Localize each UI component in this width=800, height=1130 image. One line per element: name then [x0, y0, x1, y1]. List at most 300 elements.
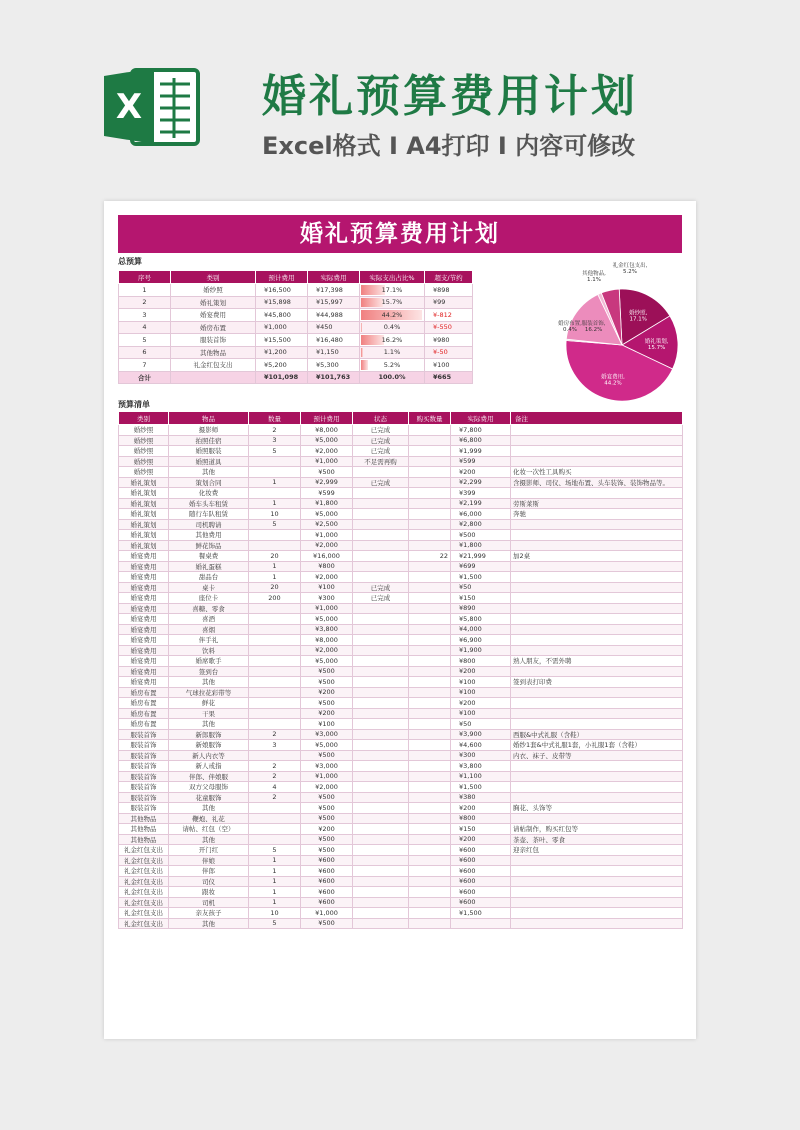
- purchase-qty-cell: [409, 498, 451, 509]
- summary-table: [118, 270, 473, 384]
- actual-cost-cell: ¥5,300: [308, 359, 360, 372]
- list-row: [119, 446, 683, 457]
- percent-bar: [361, 360, 368, 370]
- purchase-qty-cell: [409, 740, 451, 751]
- purchase-qty-cell: [409, 582, 451, 593]
- note-cell: [511, 761, 683, 772]
- purchase-qty-cell: [409, 624, 451, 635]
- item-cell: 鞭炮、礼花: [169, 813, 249, 824]
- status-cell: [353, 603, 409, 614]
- quantity-cell: 1: [249, 498, 301, 509]
- item-cell: 其他: [169, 467, 249, 478]
- quantity-cell: 200: [249, 593, 301, 604]
- purchase-qty-cell: [409, 771, 451, 782]
- actual-cost-cell: ¥15,997: [308, 296, 360, 309]
- over-under-cell: ¥-50: [425, 346, 473, 359]
- status-cell: [353, 855, 409, 866]
- percent-cell: [360, 346, 425, 359]
- item-cell: 新人内衣等: [169, 750, 249, 761]
- category-cell: 婚纱照: [119, 456, 169, 467]
- summary-row: [119, 296, 473, 309]
- pie-label-4: 服装首饰, 16.2%: [581, 320, 606, 333]
- status-cell: [353, 677, 409, 688]
- actual-cost-cell: ¥150: [451, 593, 511, 604]
- quantity-cell: 1: [249, 887, 301, 898]
- list-row: [119, 803, 683, 814]
- percent-text: 5.2%: [383, 360, 401, 369]
- purchase-qty-cell: [409, 792, 451, 803]
- quantity-cell: [249, 719, 301, 730]
- purchase-qty-cell: [409, 698, 451, 709]
- status-cell: 已完成: [353, 435, 409, 446]
- purchase-qty-cell: [409, 477, 451, 488]
- pie-label-1: 婚礼策划, 15.7%: [644, 339, 669, 352]
- status-cell: [353, 635, 409, 646]
- summary-header-cell: 实际费用: [308, 271, 360, 284]
- list-row: [119, 488, 683, 499]
- purchase-qty-cell: [409, 614, 451, 625]
- category-cell: 服装首饰: [119, 729, 169, 740]
- item-cell: 座位卡: [169, 593, 249, 604]
- list-row: [119, 635, 683, 646]
- list-row: [119, 750, 683, 761]
- estimated-cost-cell: ¥200: [301, 687, 353, 698]
- category-cell: 礼金红包支出: [119, 918, 169, 929]
- list-row: [119, 687, 683, 698]
- quantity-cell: [249, 834, 301, 845]
- category-cell: 礼金红包支出: [119, 855, 169, 866]
- list-header-cell: 预计费用: [301, 412, 353, 425]
- purchase-qty-cell: [409, 897, 451, 908]
- item-cell: 婚照道具: [169, 456, 249, 467]
- quantity-cell: 5: [249, 845, 301, 856]
- row-number-cell: 5: [119, 334, 171, 347]
- actual-cost-cell: ¥100: [451, 687, 511, 698]
- item-cell: 伴娘: [169, 855, 249, 866]
- actual-cost-cell: ¥599: [451, 456, 511, 467]
- row-number-cell: 3: [119, 309, 171, 322]
- estimated-cost-cell: ¥8,000: [301, 425, 353, 436]
- estimated-cost-cell: ¥599: [301, 488, 353, 499]
- category-cell: 礼金红包支出: [119, 897, 169, 908]
- note-cell: [511, 446, 683, 457]
- list-row: [119, 425, 683, 436]
- list-header-cell: 数量: [249, 412, 301, 425]
- actual-cost-cell: ¥50: [451, 582, 511, 593]
- purchase-qty-cell: [409, 656, 451, 667]
- item-cell: 喜烟: [169, 624, 249, 635]
- percent-bar: [361, 335, 384, 345]
- category-cell: 其他物品: [119, 834, 169, 845]
- status-cell: [353, 771, 409, 782]
- list-row: [119, 656, 683, 667]
- item-cell: 司机: [169, 897, 249, 908]
- note-cell: [511, 540, 683, 551]
- category-cell: 礼金红包支出: [119, 887, 169, 898]
- quantity-cell: 1: [249, 561, 301, 572]
- status-cell: [353, 750, 409, 761]
- status-cell: 已完成: [353, 446, 409, 457]
- note-cell: 西服&中式礼服（含鞋）: [511, 729, 683, 740]
- estimated-cost-cell: ¥3,000: [301, 729, 353, 740]
- quantity-cell: 3: [249, 740, 301, 751]
- over-under-cell: ¥898: [425, 284, 473, 297]
- estimated-cost-cell: ¥5,200: [256, 359, 308, 372]
- status-cell: [353, 834, 409, 845]
- note-cell: 内衣、袜子、皮带等: [511, 750, 683, 761]
- list-header-cell: 实际费用: [451, 412, 511, 425]
- list-header-cell: 物品: [169, 412, 249, 425]
- list-row: [119, 519, 683, 530]
- pie-label-2: 婚宴费用, 44.2%: [601, 374, 625, 387]
- estimated-cost-cell: ¥500: [301, 750, 353, 761]
- estimated-cost-cell: ¥200: [301, 824, 353, 835]
- purchase-qty-cell: [409, 446, 451, 457]
- estimated-cost-cell: ¥500: [301, 698, 353, 709]
- category-cell: 婚礼策划: [119, 498, 169, 509]
- note-cell: [511, 603, 683, 614]
- item-cell: 司仪: [169, 876, 249, 887]
- status-cell: [353, 467, 409, 478]
- list-row: [119, 813, 683, 824]
- list-row: [119, 614, 683, 625]
- item-cell: 跟妆: [169, 887, 249, 898]
- actual-cost-cell: ¥1,500: [451, 782, 511, 793]
- category-cell: 婚宴费用: [119, 645, 169, 656]
- status-cell: 已完成: [353, 593, 409, 604]
- quantity-cell: 1: [249, 477, 301, 488]
- note-cell: [511, 425, 683, 436]
- purchase-qty-cell: [409, 509, 451, 520]
- spreadsheet-preview: [104, 201, 696, 1039]
- status-cell: [353, 551, 409, 562]
- actual-cost-cell: ¥699: [451, 561, 511, 572]
- note-cell: [511, 687, 683, 698]
- estimated-cost-cell: ¥500: [301, 834, 353, 845]
- list-row: [119, 845, 683, 856]
- summary-header-cell: 实际支出占比%: [360, 271, 425, 284]
- item-cell: 新郎服饰: [169, 729, 249, 740]
- note-cell: 熟人朋友，不需外聘: [511, 656, 683, 667]
- status-cell: [353, 488, 409, 499]
- quantity-cell: [249, 656, 301, 667]
- purchase-qty-cell: [409, 561, 451, 572]
- item-cell: 桌卡: [169, 582, 249, 593]
- estimated-cost-cell: ¥1,800: [301, 498, 353, 509]
- list-header-cell: 购买数量: [409, 412, 451, 425]
- estimated-cost-cell: ¥2,000: [301, 446, 353, 457]
- category-cell: 婚纱照: [119, 425, 169, 436]
- item-cell: 餐桌费: [169, 551, 249, 562]
- status-cell: [353, 824, 409, 835]
- purchase-qty-cell: [409, 645, 451, 656]
- quantity-cell: [249, 540, 301, 551]
- note-cell: 茶壶、茶叶、零食: [511, 834, 683, 845]
- actual-cost-cell: ¥200: [451, 467, 511, 478]
- actual-cost-cell: ¥150: [451, 824, 511, 835]
- list-row: [119, 740, 683, 751]
- category-cell: 婚宴费用: [119, 561, 169, 572]
- quantity-cell: 1: [249, 866, 301, 877]
- actual-cost-cell: ¥1,999: [451, 446, 511, 457]
- estimated-cost-cell: ¥600: [301, 855, 353, 866]
- item-cell: 鲜花: [169, 698, 249, 709]
- note-cell: 迎亲红包: [511, 845, 683, 856]
- purchase-qty-cell: [409, 603, 451, 614]
- status-cell: [353, 540, 409, 551]
- purchase-qty-cell: [409, 708, 451, 719]
- actual-cost-cell: ¥380: [451, 792, 511, 803]
- note-cell: [511, 666, 683, 677]
- category-cell: 婚宴费用: [119, 666, 169, 677]
- note-cell: 化妆一次性工具购买: [511, 467, 683, 478]
- actual-cost-cell: ¥600: [451, 866, 511, 877]
- purchase-qty-cell: [409, 824, 451, 835]
- quantity-cell: [249, 677, 301, 688]
- list-row: [119, 897, 683, 908]
- note-cell: [511, 855, 683, 866]
- purchase-qty-cell: [409, 866, 451, 877]
- quantity-cell: 20: [249, 551, 301, 562]
- estimated-cost-cell: ¥500: [301, 666, 353, 677]
- item-cell: 化妆费: [169, 488, 249, 499]
- budget-list-table: [118, 411, 683, 929]
- quantity-cell: [249, 687, 301, 698]
- estimated-cost-cell: ¥5,000: [301, 614, 353, 625]
- actual-cost-cell: ¥100: [451, 677, 511, 688]
- list-row: [119, 918, 683, 929]
- purchase-qty-cell: [409, 677, 451, 688]
- category-cell: 婚礼策划: [119, 509, 169, 520]
- category-cell: 婚宴费用: [119, 551, 169, 562]
- status-cell: [353, 918, 409, 929]
- actual-cost-cell: ¥7,800: [451, 425, 511, 436]
- item-cell: 伴手礼: [169, 635, 249, 646]
- category-cell: 婚宴费用: [119, 603, 169, 614]
- actual-cost-cell: ¥890: [451, 603, 511, 614]
- item-cell: 婚照服装: [169, 446, 249, 457]
- purchase-qty-cell: [409, 425, 451, 436]
- note-cell: 胸花、头饰等: [511, 803, 683, 814]
- pie-label-0: 婚纱照, 17.1%: [629, 310, 648, 323]
- estimated-cost-cell: ¥600: [301, 866, 353, 877]
- estimated-cost-cell: ¥8,000: [301, 635, 353, 646]
- estimated-cost-cell: ¥1,000: [256, 321, 308, 334]
- category-cell: 服装首饰: [119, 761, 169, 772]
- purchase-qty-cell: [409, 761, 451, 772]
- list-row: [119, 467, 683, 478]
- status-cell: [353, 845, 409, 856]
- summary-row: [119, 309, 473, 322]
- list-row: [119, 866, 683, 877]
- category-cell: 礼金红包支出: [171, 359, 256, 372]
- purchase-qty-cell: [409, 719, 451, 730]
- category-cell: 婚礼策划: [119, 488, 169, 499]
- estimated-cost-cell: ¥1,000: [301, 908, 353, 919]
- purchase-qty-cell: [409, 687, 451, 698]
- note-cell: [511, 792, 683, 803]
- quantity-cell: 5: [249, 918, 301, 929]
- excel-logo-icon: [102, 64, 202, 148]
- estimated-cost-cell: ¥100: [301, 582, 353, 593]
- category-cell: 婚宴费用: [119, 582, 169, 593]
- percent-cell: [360, 296, 425, 309]
- note-cell: [511, 593, 683, 604]
- category-cell: 服装首饰: [119, 771, 169, 782]
- estimated-cost-cell: ¥500: [301, 467, 353, 478]
- actual-cost-cell: ¥600: [451, 897, 511, 908]
- estimated-cost-cell: ¥2,000: [301, 572, 353, 583]
- quantity-cell: [249, 614, 301, 625]
- category-cell: 婚纱照: [119, 467, 169, 478]
- list-row: [119, 855, 683, 866]
- summary-header-cell: 序号: [119, 271, 171, 284]
- purchase-qty-cell: [409, 834, 451, 845]
- category-cell: 婚宴费用: [119, 635, 169, 646]
- purchase-qty-cell: [409, 782, 451, 793]
- category-cell: 婚礼策划: [119, 530, 169, 541]
- quantity-cell: [249, 698, 301, 709]
- summary-row: [119, 359, 473, 372]
- list-header-cell: 状态: [353, 412, 409, 425]
- list-header-cell: 类别: [119, 412, 169, 425]
- summary-section-label: 总预算: [118, 257, 142, 266]
- estimated-cost-cell: ¥5,000: [301, 435, 353, 446]
- total-actual-cell: ¥101,763: [308, 371, 360, 384]
- estimated-cost-cell: ¥16,000: [301, 551, 353, 562]
- actual-cost-cell: ¥4,000: [451, 624, 511, 635]
- status-cell: 已完成: [353, 477, 409, 488]
- category-cell: 婚纱照: [119, 446, 169, 457]
- note-cell: [511, 866, 683, 877]
- estimated-cost-cell: ¥3,800: [301, 624, 353, 635]
- purchase-qty-cell: [409, 876, 451, 887]
- note-cell: [511, 645, 683, 656]
- actual-cost-cell: ¥44,988: [308, 309, 360, 322]
- category-cell: 婚房布置: [171, 321, 256, 334]
- quantity-cell: [249, 666, 301, 677]
- purchase-qty-cell: [409, 519, 451, 530]
- category-cell: 婚宴费用: [119, 614, 169, 625]
- total-label-cell: 合计: [119, 371, 171, 384]
- note-cell: [511, 519, 683, 530]
- list-section-label: 预算清单: [118, 400, 150, 409]
- estimated-cost-cell: ¥16,500: [256, 284, 308, 297]
- estimated-cost-cell: ¥3,000: [301, 761, 353, 772]
- percent-cell: [360, 359, 425, 372]
- quantity-cell: 1: [249, 855, 301, 866]
- estimated-cost-cell: ¥100: [301, 719, 353, 730]
- status-cell: [353, 897, 409, 908]
- list-row: [119, 509, 683, 520]
- list-row: [119, 771, 683, 782]
- estimated-cost-cell: ¥500: [301, 813, 353, 824]
- item-cell: 干果: [169, 708, 249, 719]
- quantity-cell: 3: [249, 435, 301, 446]
- quantity-cell: 2: [249, 425, 301, 436]
- estimated-cost-cell: ¥600: [301, 897, 353, 908]
- note-cell: [511, 719, 683, 730]
- purchase-qty-cell: [409, 855, 451, 866]
- percent-text: 17.1%: [381, 285, 403, 294]
- list-row: [119, 477, 683, 488]
- category-cell: 服装首饰: [119, 740, 169, 751]
- category-cell: 服装首饰: [171, 334, 256, 347]
- note-cell: 请帖制作，购买红包等: [511, 824, 683, 835]
- quantity-cell: [249, 750, 301, 761]
- note-cell: 签到表打印费: [511, 677, 683, 688]
- note-cell: [511, 813, 683, 824]
- purchase-qty-cell: [409, 593, 451, 604]
- row-number-cell: 6: [119, 346, 171, 359]
- total-diff-cell: ¥665: [425, 371, 473, 384]
- purchase-qty-cell: 22: [409, 551, 451, 562]
- actual-cost-cell: ¥4,600: [451, 740, 511, 751]
- expense-pie-chart: [492, 253, 696, 403]
- quantity-cell: [249, 813, 301, 824]
- actual-cost-cell: ¥600: [451, 845, 511, 856]
- summary-row: [119, 321, 473, 334]
- estimated-cost-cell: ¥500: [301, 845, 353, 856]
- list-row: [119, 876, 683, 887]
- item-cell: 摄影师: [169, 425, 249, 436]
- actual-cost-cell: ¥300: [451, 750, 511, 761]
- note-cell: [511, 782, 683, 793]
- category-cell: 礼金红包支出: [119, 876, 169, 887]
- estimated-cost-cell: ¥1,000: [301, 530, 353, 541]
- total-blank-cell: [171, 371, 256, 384]
- note-cell: [511, 572, 683, 583]
- percent-cell: [360, 309, 425, 322]
- note-cell: 含摄影师、司仪、场地布置、头车装饰、装饰物品等。: [511, 477, 683, 488]
- status-cell: [353, 509, 409, 520]
- row-number-cell: 7: [119, 359, 171, 372]
- quantity-cell: 1: [249, 897, 301, 908]
- estimated-cost-cell: ¥800: [301, 561, 353, 572]
- actual-cost-cell: ¥1,150: [308, 346, 360, 359]
- quantity-cell: [249, 603, 301, 614]
- note-cell: [511, 456, 683, 467]
- list-row: [119, 782, 683, 793]
- summary-header-cell: 预计费用: [256, 271, 308, 284]
- list-row: [119, 834, 683, 845]
- item-cell: 饮料: [169, 645, 249, 656]
- actual-cost-cell: ¥500: [451, 530, 511, 541]
- estimated-cost-cell: ¥1,000: [301, 603, 353, 614]
- actual-cost-cell: ¥800: [451, 813, 511, 824]
- estimated-cost-cell: ¥600: [301, 876, 353, 887]
- row-number-cell: 2: [119, 296, 171, 309]
- quantity-cell: 10: [249, 509, 301, 520]
- estimated-cost-cell: ¥2,000: [301, 540, 353, 551]
- actual-cost-cell: ¥6,900: [451, 635, 511, 646]
- list-row: [119, 824, 683, 835]
- over-under-cell: ¥99: [425, 296, 473, 309]
- item-cell: 亲友孩子: [169, 908, 249, 919]
- status-cell: [353, 561, 409, 572]
- status-cell: [353, 719, 409, 730]
- pie-label-5: 其他物品, 1.1%: [582, 271, 606, 283]
- category-cell: 婚礼策划: [119, 519, 169, 530]
- category-cell: 婚宴费用: [119, 593, 169, 604]
- purchase-qty-cell: [409, 456, 451, 467]
- percent-cell: [360, 334, 425, 347]
- item-cell: 其他: [169, 803, 249, 814]
- list-row: [119, 698, 683, 709]
- actual-cost-cell: ¥600: [451, 855, 511, 866]
- list-row: [119, 603, 683, 614]
- estimated-cost-cell: ¥15,898: [256, 296, 308, 309]
